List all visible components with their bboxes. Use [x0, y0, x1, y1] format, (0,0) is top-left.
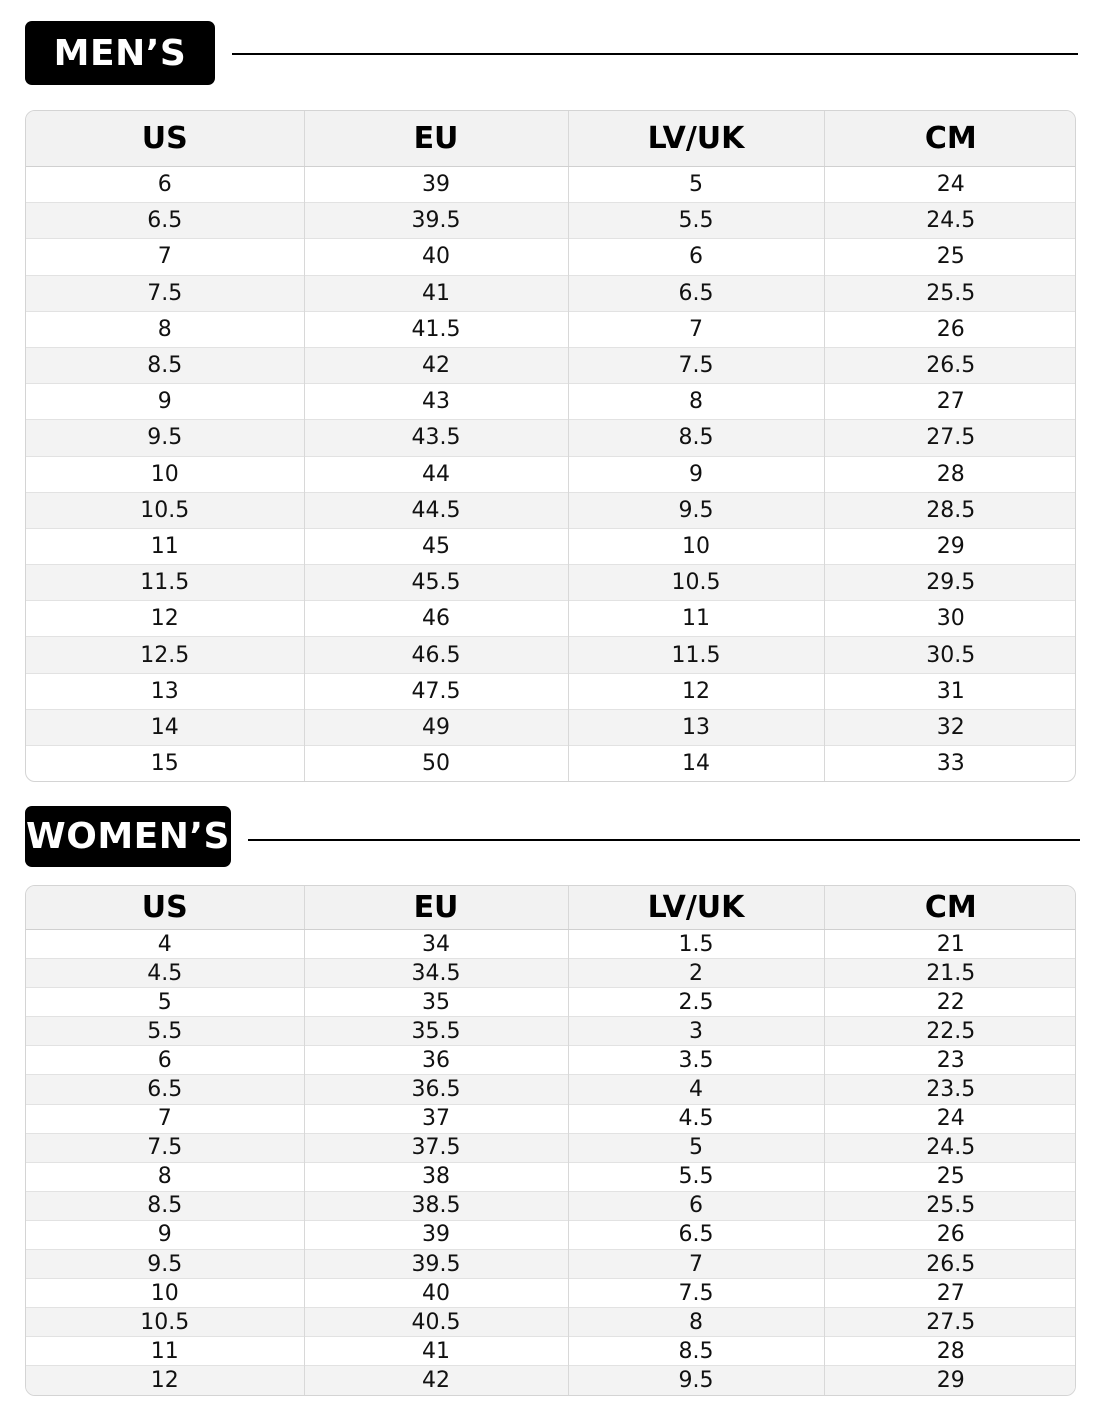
cell-lvuk: 9.5 — [568, 1366, 824, 1395]
cell-eu: 39 — [304, 1220, 568, 1249]
womens-size-table — [25, 885, 1076, 1396]
cell-eu: 47.5 — [304, 673, 568, 709]
cell-cm: 28.5 — [824, 492, 1076, 528]
cell-cm: 26.5 — [824, 347, 1076, 383]
cell-us: 6 — [26, 167, 304, 203]
mens-header-us: US — [26, 111, 304, 167]
cell-cm: 27.5 — [824, 1308, 1076, 1337]
cell-lvuk: 5 — [568, 1133, 824, 1162]
womens-header-cm: CM — [824, 886, 1076, 930]
table-row — [26, 275, 1076, 311]
cell-eu: 39.5 — [304, 1250, 568, 1279]
cell-cm: 24.5 — [824, 203, 1076, 239]
cell-cm: 30 — [824, 601, 1076, 637]
cell-lvuk: 4 — [568, 1075, 824, 1104]
table-row — [26, 1279, 1076, 1308]
table-row — [26, 637, 1076, 673]
cell-us: 12 — [26, 1366, 304, 1395]
cell-cm: 21.5 — [824, 959, 1076, 988]
table-row — [26, 1191, 1076, 1220]
cell-lvuk: 5.5 — [568, 203, 824, 239]
cell-cm: 25.5 — [824, 275, 1076, 311]
cell-lvuk: 9 — [568, 456, 824, 492]
cell-us: 12 — [26, 601, 304, 637]
cell-us: 15 — [26, 746, 304, 782]
cell-cm: 25 — [824, 1162, 1076, 1191]
cell-lvuk: 8 — [568, 1308, 824, 1337]
cell-lvuk: 5 — [568, 167, 824, 203]
cell-eu: 38.5 — [304, 1191, 568, 1220]
cell-lvuk: 12 — [568, 673, 824, 709]
cell-eu: 49 — [304, 709, 568, 745]
cell-eu: 44 — [304, 456, 568, 492]
cell-cm: 29 — [824, 528, 1076, 564]
cell-eu: 39.5 — [304, 203, 568, 239]
table-row — [26, 167, 1076, 203]
cell-eu: 36.5 — [304, 1075, 568, 1104]
table-row — [26, 420, 1076, 456]
cell-lvuk: 11.5 — [568, 637, 824, 673]
mens-section-header — [25, 21, 1078, 85]
cell-cm: 24.5 — [824, 1133, 1076, 1162]
cell-us: 4.5 — [26, 959, 304, 988]
table-row — [26, 1250, 1076, 1279]
cell-eu: 46 — [304, 601, 568, 637]
cell-lvuk: 10 — [568, 528, 824, 564]
mens-header-eu: EU — [304, 111, 568, 167]
mens-title-badge: MEN’S — [25, 21, 215, 85]
table-row — [26, 1046, 1076, 1075]
cell-lvuk: 6 — [568, 1191, 824, 1220]
table-row — [26, 673, 1076, 709]
cell-cm: 28 — [824, 1337, 1076, 1366]
cell-us: 8 — [26, 311, 304, 347]
cell-eu: 40.5 — [304, 1308, 568, 1337]
mens-header-lvuk: LV/UK — [568, 111, 824, 167]
cell-lvuk: 2.5 — [568, 988, 824, 1017]
mens-table — [26, 111, 1076, 781]
cell-us: 7.5 — [26, 1133, 304, 1162]
womens-section-header — [25, 806, 1078, 867]
cell-us: 8.5 — [26, 347, 304, 383]
cell-us: 12.5 — [26, 637, 304, 673]
cell-us: 9 — [26, 1220, 304, 1249]
cell-cm: 27.5 — [824, 420, 1076, 456]
cell-eu: 39 — [304, 167, 568, 203]
cell-cm: 29 — [824, 1366, 1076, 1395]
cell-us: 10 — [26, 1279, 304, 1308]
cell-cm: 33 — [824, 746, 1076, 782]
table-row — [26, 1162, 1076, 1191]
womens-table — [26, 886, 1076, 1395]
cell-eu: 43.5 — [304, 420, 568, 456]
table-row — [26, 1220, 1076, 1249]
cell-us: 4 — [26, 930, 304, 959]
cell-us: 6 — [26, 1046, 304, 1075]
table-row — [26, 347, 1076, 383]
mens-header-row — [26, 111, 1076, 167]
cell-cm: 23.5 — [824, 1075, 1076, 1104]
cell-lvuk: 7 — [568, 1250, 824, 1279]
cell-cm: 27 — [824, 384, 1076, 420]
cell-lvuk: 6.5 — [568, 1220, 824, 1249]
cell-eu: 43 — [304, 384, 568, 420]
cell-eu: 41.5 — [304, 311, 568, 347]
cell-eu: 37.5 — [304, 1133, 568, 1162]
cell-cm: 22.5 — [824, 1017, 1076, 1046]
cell-lvuk: 14 — [568, 746, 824, 782]
cell-eu: 34.5 — [304, 959, 568, 988]
cell-us: 11.5 — [26, 565, 304, 601]
cell-eu: 34 — [304, 930, 568, 959]
table-row — [26, 1075, 1076, 1104]
cell-cm: 31 — [824, 673, 1076, 709]
cell-us: 8.5 — [26, 1191, 304, 1220]
cell-us: 11 — [26, 528, 304, 564]
cell-lvuk: 3.5 — [568, 1046, 824, 1075]
cell-us: 5 — [26, 988, 304, 1017]
table-row — [26, 1308, 1076, 1337]
cell-eu: 35 — [304, 988, 568, 1017]
cell-cm: 24 — [936, 172, 965, 198]
mens-header-rule — [232, 53, 1078, 55]
table-row — [26, 746, 1076, 782]
cell-eu: 42 — [304, 1366, 568, 1395]
table-row — [26, 384, 1076, 420]
cell-lvuk: 13 — [568, 709, 824, 745]
cell-us: 11 — [26, 1337, 304, 1366]
cell-cm: 25 — [824, 239, 1076, 275]
cell-lvuk: 4.5 — [568, 1104, 824, 1133]
cell-eu: 38 — [304, 1162, 568, 1191]
cell-us: 7 — [26, 239, 304, 275]
mens-header-cm: CM — [824, 111, 1076, 167]
womens-header-eu: EU — [304, 886, 568, 930]
table-row — [26, 930, 1076, 959]
cell-cm: 25.5 — [824, 1191, 1076, 1220]
cell-eu: 40 — [304, 239, 568, 275]
cell-us: 5.5 — [26, 1017, 304, 1046]
table-row — [26, 1017, 1076, 1046]
cell-eu: 42 — [304, 347, 568, 383]
cell-cm: 26 — [824, 311, 1076, 347]
cell-us: 8 — [26, 1162, 304, 1191]
cell-cm: 29.5 — [824, 565, 1076, 601]
table-row — [26, 239, 1076, 275]
cell-us: 14 — [26, 709, 304, 745]
table-row — [26, 1133, 1076, 1162]
cell-us: 6.5 — [26, 203, 304, 239]
cell-eu: 37 — [304, 1104, 568, 1133]
table-row — [26, 492, 1076, 528]
cell-lvuk: 11 — [568, 601, 824, 637]
cell-lvuk: 8 — [568, 384, 824, 420]
cell-us: 7 — [26, 1104, 304, 1133]
cell-cm: 21 — [936, 931, 965, 957]
cell-eu: 45.5 — [304, 565, 568, 601]
cell-cm: 24 — [824, 1104, 1076, 1133]
cell-lvuk: 7 — [568, 311, 824, 347]
table-row — [26, 1337, 1076, 1366]
cell-lvuk: 7.5 — [568, 1279, 824, 1308]
cell-us: 10.5 — [26, 1308, 304, 1337]
cell-cm: 27 — [824, 1279, 1076, 1308]
cell-cm: 26.5 — [824, 1250, 1076, 1279]
cell-us: 7.5 — [26, 275, 304, 311]
table-row — [26, 601, 1076, 637]
cell-lvuk: 6 — [568, 239, 824, 275]
cell-cm: 30.5 — [824, 637, 1076, 673]
womens-header-row — [26, 886, 1076, 930]
cell-eu: 45 — [304, 528, 568, 564]
cell-cm: 26 — [824, 1220, 1076, 1249]
cell-lvuk: 1.5 — [568, 930, 824, 959]
cell-us: 9.5 — [26, 1250, 304, 1279]
cell-us: 10 — [26, 456, 304, 492]
cell-lvuk: 2 — [568, 959, 824, 988]
womens-header-us: US — [26, 886, 304, 930]
cell-lvuk: 8.5 — [568, 420, 824, 456]
cell-cm: 28 — [824, 456, 1076, 492]
table-row — [26, 565, 1076, 601]
cell-cm: 23 — [824, 1046, 1076, 1075]
cell-lvuk: 3 — [568, 1017, 824, 1046]
cell-eu: 50 — [304, 746, 568, 782]
cell-lvuk: 10.5 — [568, 565, 824, 601]
cell-eu: 35.5 — [304, 1017, 568, 1046]
cell-cm: 22 — [824, 988, 1076, 1017]
cell-lvuk: 5.5 — [568, 1162, 824, 1191]
cell-us: 9.5 — [26, 420, 304, 456]
cell-lvuk: 6.5 — [568, 275, 824, 311]
cell-eu: 44.5 — [304, 492, 568, 528]
cell-cm: 32 — [824, 709, 1076, 745]
table-row — [26, 1366, 1076, 1395]
table-row — [26, 456, 1076, 492]
cell-lvuk: 7.5 — [568, 347, 824, 383]
womens-header-rule — [248, 839, 1080, 841]
cell-eu: 40 — [304, 1279, 568, 1308]
womens-header-lvuk: LV/UK — [568, 886, 824, 930]
cell-us: 9 — [26, 384, 304, 420]
table-row — [26, 988, 1076, 1017]
table-row — [26, 709, 1076, 745]
cell-us: 10.5 — [26, 492, 304, 528]
cell-lvuk: 9.5 — [568, 492, 824, 528]
cell-lvuk: 8.5 — [568, 1337, 824, 1366]
cell-us: 13 — [26, 673, 304, 709]
table-row — [26, 528, 1076, 564]
cell-us: 6.5 — [26, 1075, 304, 1104]
cell-eu: 41 — [304, 1337, 568, 1366]
table-row — [26, 311, 1076, 347]
cell-eu: 41 — [304, 275, 568, 311]
table-row — [26, 1104, 1076, 1133]
mens-size-table — [25, 110, 1076, 782]
womens-title-badge: WOMEN’S — [25, 806, 231, 867]
cell-eu: 36 — [304, 1046, 568, 1075]
table-row — [26, 203, 1076, 239]
cell-eu: 46.5 — [304, 637, 568, 673]
table-row — [26, 959, 1076, 988]
